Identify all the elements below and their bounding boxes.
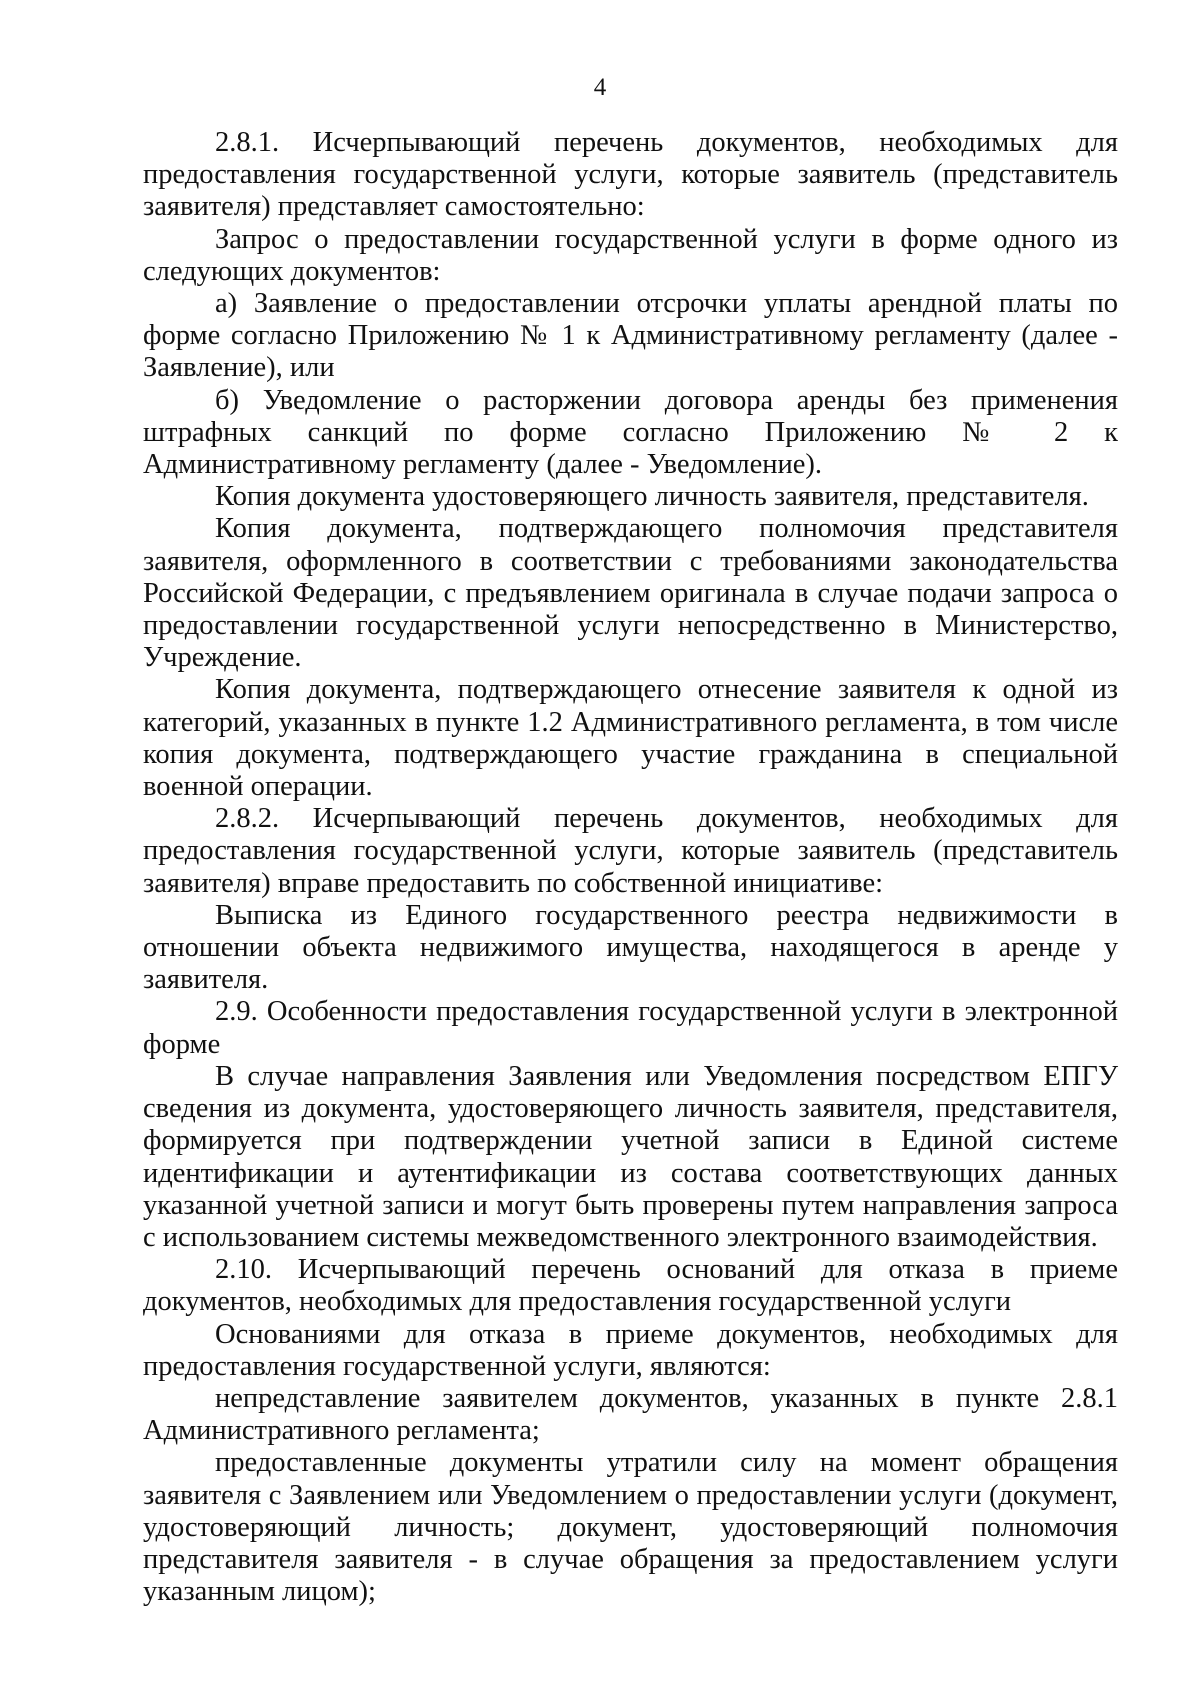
paragraph-item-b: б) Уведомление о расторжении договора аренды без применения штрафных санкций по форме согласно Приложению № 2 к Административному регламенту (далее - Уведомление). [143,384,1118,481]
paragraph-authority-copy: Копия документа, подтверждающего полномочия представителя заявителя, оформленного в соответствии с требованиями законодательства Российской Федерации, с предъявлением оригинала в случае подачи запроса о предоставлении государственной услуги непосредственно в Министерство, Учреждение. [143,513,1118,674]
paragraph-ground-expired-docs: предоставленные документы утратили силу на момент обращения заявителя с Заявлением или Уведомлением о предоставлении услуги (документ, удостоверяющий личность; документ, удостоверяющий полномочия представителя заявителя - в случае обращения за предоставлением услуги указанным лицом); [143,1447,1118,1608]
document-body [143,127,1118,1608]
paragraph-ground-missing-docs: непредставление заявителем документов, указанных в пункте 2.8.1 Административного регламента; [143,1382,1118,1447]
paragraph-epgu: В случае направления Заявления или Уведомления посредством ЕПГУ сведения из документа, удостоверяющего личность заявителя, представителя, формируется при подтверждении учетной записи в Единой системе идентификации и аутентификации из состава соответствующих данных указанной учетной записи и могут быть проверены путем направления запроса с использованием системы межведомственного электронного взаимодействия. [143,1060,1118,1253]
paragraph-category-copy: Копия документа, подтверждающего отнесение заявителя к одной из категорий, указанных в пункте 1.2 Административного регламента, в том числе копия документа, подтверждающего участие гражданина в специальной военной операции. [143,674,1118,803]
paragraph-identity-copy: Копия документа удостоверяющего личность заявителя, представителя. [215,481,1089,513]
page-number: 4 [593,74,607,101]
paragraph-registry-extract: Выписка из Единого государственного реестра недвижимости в отношении объекта недвижимого имущества, находящегося в аренде у заявителя. [143,899,1118,996]
paragraph-2-10: 2.10. Исчерпывающий перечень оснований для отказа в приеме документов, необходимых для предоставления государственной услуги [143,1254,1118,1318]
paragraph-2-8-2: 2.8.2. Исчерпывающий перечень документов, необходимых для предоставления государственной услуги, которые заявитель (представитель заявителя) вправе предоставить по собственной инициативе: [143,803,1118,899]
paragraph-2-8-1: 2.8.1. Исчерпывающий перечень документов, необходимых для предоставления государственной услуги, которые заявитель (представитель заявителя) представляет самостоятельно: [143,127,1118,223]
paragraph-2-9: 2.9. Особенности предоставления государственной услуги в электронной форме [143,996,1118,1060]
paragraph-item-a: а) Заявление о предоставлении отсрочки уплаты арендной платы по форме согласно Приложению № 1 к Административному регламенту (далее - Заявление), или [143,288,1118,384]
paragraph-refusal-grounds: Основаниями для отказа в приеме документов, необходимых для предоставления государственной услуги, являются: [143,1318,1118,1382]
paragraph-request-forms: Запрос о предоставлении государственной услуги в форме одного из следующих документов: [143,223,1118,287]
